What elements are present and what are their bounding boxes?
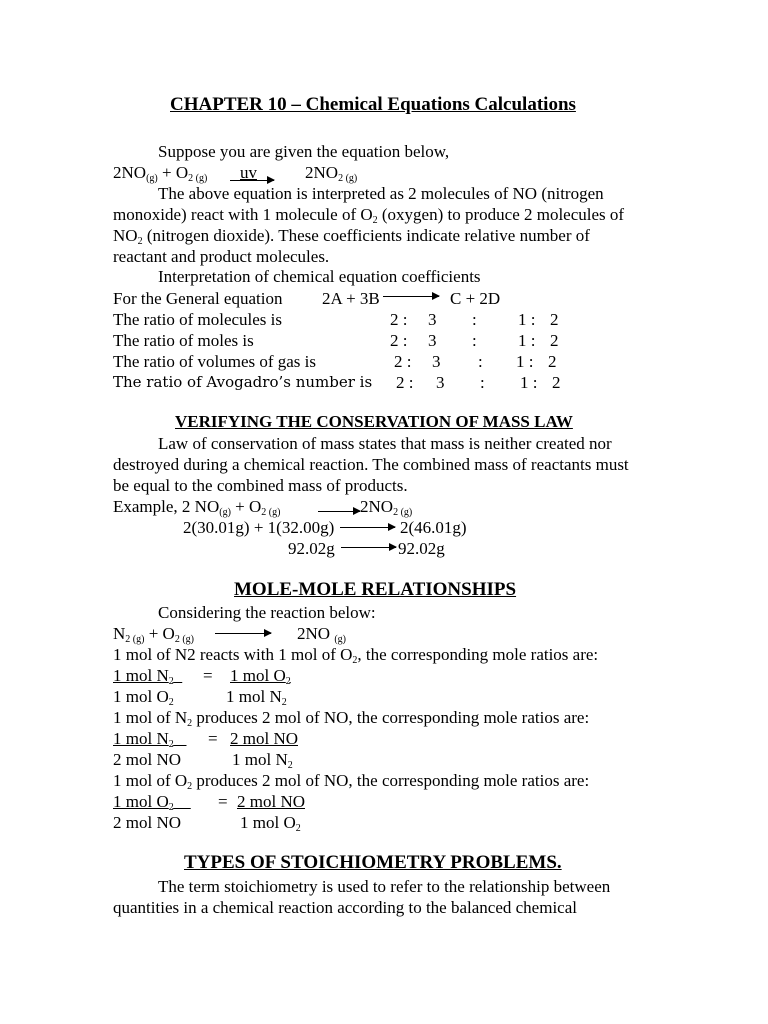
ratio-value: 1 : — [518, 331, 536, 350]
mass-calc-lhs: 2(30.01g) + 1(32.00g) — [183, 518, 335, 537]
mass-sum-arrow — [341, 547, 396, 548]
mass-law-text: destroyed during a chemical reaction. The combined mass of reactants must — [113, 455, 629, 474]
ratio-row-label: The ratio of Avogadro’s number is — [113, 373, 373, 391]
ratio-numerator: 1 mol $N_2$ — [113, 666, 174, 687]
ratio-numerator: 1 mol $O_2$ — [230, 666, 291, 687]
mole-reaction-lhs: $N_2$ $_{(g)} + O_2$ $_{(g)}$ — [113, 624, 194, 645]
intro-line: Suppose you are given the equation below, — [158, 142, 450, 161]
ratio-denominator: 2 mol NO — [113, 750, 181, 769]
ratio-value: 1 : — [516, 352, 534, 371]
stoichiometry-heading: TYPES OF STOICHIOMETRY PROBLEMS. — [184, 852, 562, 873]
example-equation-lhs: Example, 2 $NO_{(g)} + O_2$ $_{(g)}$ — [113, 497, 281, 518]
general-equation-rhs: C + 2D — [450, 289, 501, 308]
mole-reaction-arrow — [215, 633, 271, 634]
general-equation-label: For the General equation — [113, 289, 283, 308]
ratio-value: 2 — [552, 373, 561, 392]
ratio-denominator: 1 mol $O_2$ — [113, 687, 174, 708]
mass-sum-lhs: 92.02g — [288, 539, 335, 558]
ratio-denominator: 1 mol $N_2$ — [226, 687, 287, 708]
coefficients-heading: Interpretation of chemical equation coefficients — [158, 267, 481, 286]
uv-label: uv — [240, 163, 257, 182]
mass-sum-rhs: 92.02g — [398, 539, 445, 558]
equals-sign: = — [203, 666, 213, 685]
stoichiometry-text: quantities in a chemical reaction according to the balanced chemical — [113, 898, 577, 917]
reaction-arrow — [230, 180, 274, 181]
ratio-value: 2 — [548, 352, 557, 371]
equation-lhs-o2: + O — [161, 163, 189, 182]
mass-calc-arrow — [340, 527, 395, 528]
stoichiometry-text: The term stoichiometry is used to refer to the relationship between — [158, 877, 611, 896]
ratio-sep: : — [472, 331, 477, 350]
mass-calc-rhs: 2(46.01g) — [400, 518, 467, 537]
ratio-numerator: 2 mol NO — [230, 729, 298, 748]
ratio-row-label: The ratio of moles is — [113, 331, 254, 350]
ratio-value: 2 : — [396, 373, 414, 392]
ratio-sep: : — [478, 352, 483, 371]
ratio-value: 3 — [436, 373, 445, 392]
general-equation-lhs: 2A + 3B — [322, 289, 380, 308]
equals-sign: = — [218, 792, 228, 811]
mass-law-text: Law of conservation of mass states that mass is neither created nor — [158, 434, 612, 453]
ratio-value: 3 — [432, 352, 441, 371]
ratio-row-label: The ratio of molecules is — [113, 310, 283, 329]
example-equation-rhs: $2NO_2$ $_{(g)}$ — [360, 497, 413, 518]
ratio-sep: : — [480, 373, 485, 392]
interpretation-text: reactant and product molecules. — [113, 247, 330, 266]
equation-line: $2NO_{(g)} + O_2$ $_{(g)}$ — [113, 163, 208, 184]
ratio-value: 2 — [550, 310, 559, 329]
mass-law-text: be equal to the combined mass of products. — [113, 476, 408, 495]
ratio-numerator: 2 mol NO — [237, 792, 305, 811]
interpretation-text: monoxide) react with 1 molecule of $O_2$ (oxygen) to produce 2 molecules of — [113, 205, 625, 226]
ratio-value: 3 — [428, 331, 437, 350]
ratio-value: 3 — [428, 310, 437, 329]
ratio-denominator: 2 mol NO — [113, 813, 181, 832]
ratio-value: 2 : — [390, 331, 408, 350]
mass-law-heading: VERIFYING THE CONSERVATION OF MASS LAW — [175, 412, 573, 431]
ratio-value: 1 : — [518, 310, 536, 329]
interpretation-text: The above equation is interpreted as 2 molecules of NO (nitrogen — [158, 184, 604, 203]
ratio-denominator: 1 mol $N_2$ — [232, 750, 293, 771]
ratio-value: 1 : — [520, 373, 538, 392]
mole-text: Considering the reaction below: — [158, 603, 376, 622]
mole-text: 1 mol of $O_2$ produces 2 mol of NO, the corresponding mole ratios are: — [113, 771, 590, 792]
mole-text: 1 mol of $N_2$ produces 2 mol of NO, the corresponding mole ratios are: — [113, 708, 590, 729]
ratio-numerator: 1 mol $O_2$ — [113, 792, 174, 813]
mole-reaction-rhs: 2NO $_{(g)}$ — [297, 624, 346, 645]
ratio-row-label: The ratio of volumes of gas is — [113, 352, 317, 371]
ratio-numerator: 1 mol $N_2$ — [113, 729, 174, 750]
mole-heading: MOLE-MOLE RELATIONSHIPS — [234, 579, 517, 600]
page-title: CHAPTER 10 – Chemical Equations Calculations — [170, 94, 576, 115]
mole-text: 1 mol of N2 reacts with 1 mol of $O_2$, the corresponding mole ratios are: — [113, 645, 599, 666]
equals-sign: = — [208, 729, 218, 748]
ratio-value: 2 — [550, 331, 559, 350]
general-arrow — [383, 296, 439, 297]
ratio-denominator: 1 mol $O_2$ — [240, 813, 301, 834]
ratio-value: 2 : — [394, 352, 412, 371]
example-arrow — [318, 511, 360, 512]
interpretation-text: $NO_2$ (nitrogen dioxide). These coefficients indicate relative number of — [113, 226, 590, 247]
equation-rhs: $2NO_2$ $_{(g)}$ — [305, 163, 358, 184]
ratio-sep: : — [472, 310, 477, 329]
ratio-value: 2 : — [390, 310, 408, 329]
equation-lhs-no: 2NO — [113, 163, 147, 182]
